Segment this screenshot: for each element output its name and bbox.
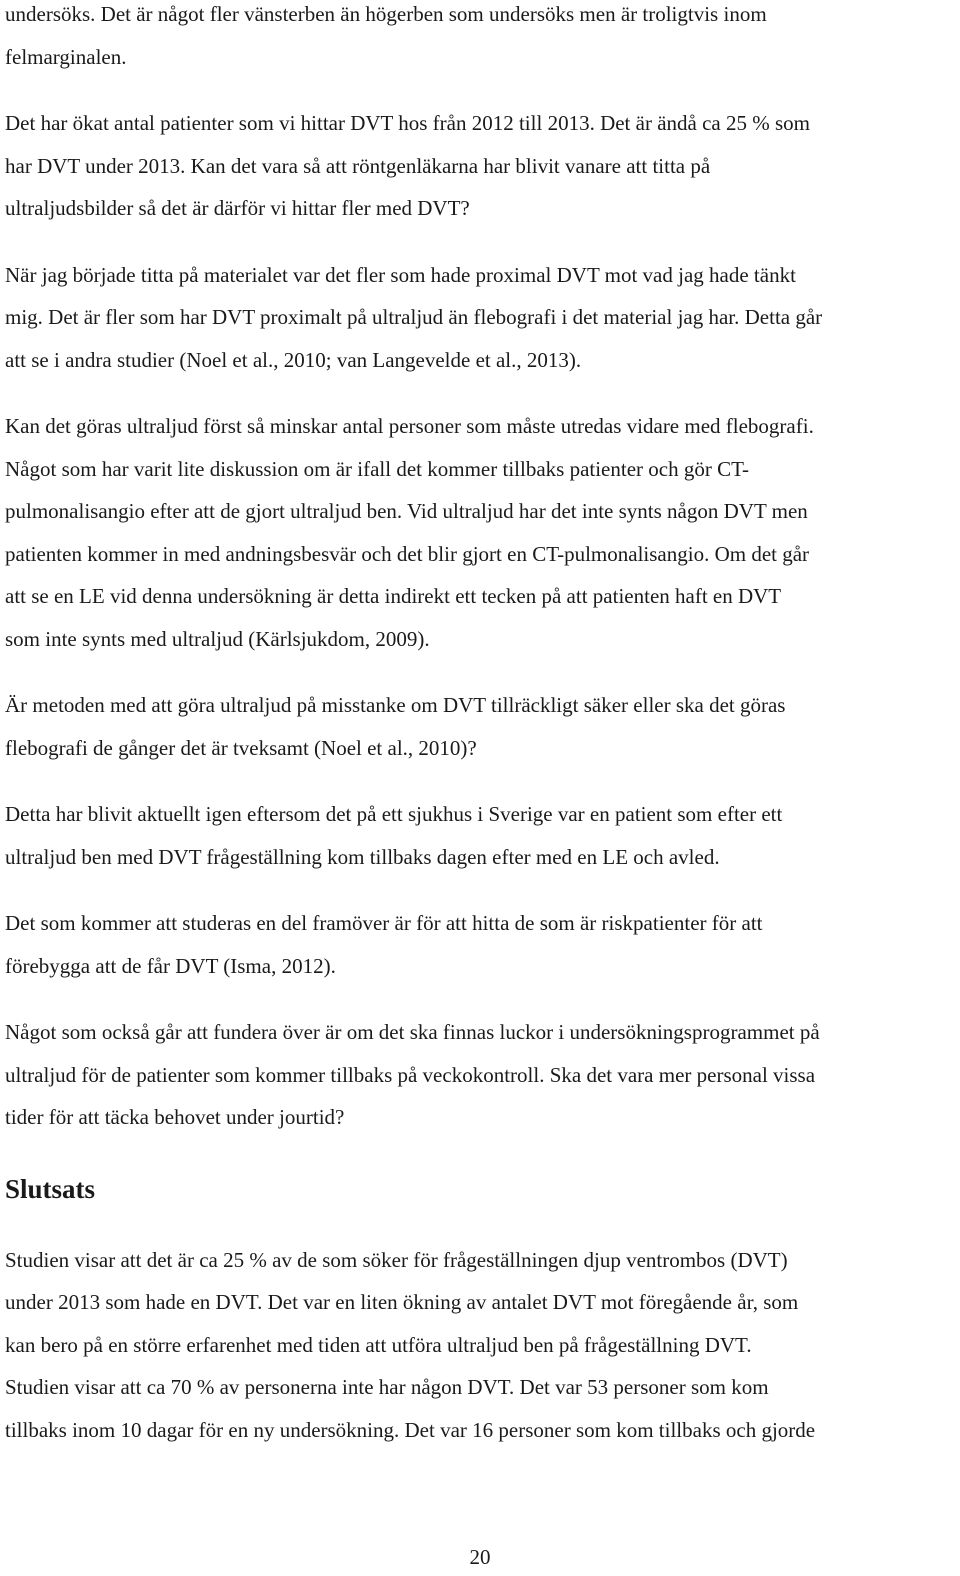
paragraph-future-study: Det som kommer att studeras en del framöver är för att hitta de som är riskpatienter för att förebygga att de får DVT (Isma, 2012). [5, 911, 763, 978]
paragraph-dvt-increase: Det har ökat antal patienter som vi hittar DVT hos från 2012 till 2013. Det är ändå ca 25 % som har DVT under 2013. Kan det vara så att röntgenläkarna har blivit vanare att titta på ultraljudsbilder så det är därför vi hittar fler med DVT? [5, 111, 810, 220]
section-gap [5, 1139, 957, 1169]
paragraph-continued: undersöks. Det är något fler vänsterben än högerben som undersöks men är troligtvis inom felmarginalen. [5, 2, 767, 69]
paragraph-proximal-dvt: När jag började titta på materialet var det fler som hade proximal DVT mot vad jag hade tänkt mig. Det är fler som har DVT proximalt på ultraljud än flebografi i det material jag har. Detta går att se i andra studier (Noel et al., 2010; van Langevelde et al., 2013). [5, 262, 823, 372]
paragraph-gap [5, 230, 957, 254]
paragraph-conclusion: Studien visar att det är ca 25 % av de som söker för frågeställningen djup ventrombos (DVT) under 2013 som hade en DVT. Det var en liten ökning av antalet DVT mot föregående år, som kan bero på en större erfarenhet med tiden att utföra ultraljud ben på frågeställning DVT. Studien visar att ca 70 % av personerna inte har någon DVT. Det var 53 personer som kom tillbaks inom 10 dagar för en ny undersökning. Det var 16 personer som kom tillbaks och gjorde [5, 1247, 816, 1442]
document-page [5, 0, 957, 1451]
paragraph-method-question: Är metoden med att göra ultraljud på misstanke om DVT tillräckligt säker eller ska det göras flebografi de gånger det är tveksamt (Noel et al., 2010)? [5, 693, 786, 760]
paragraph-gap [5, 660, 957, 684]
paragraph-ultrasound-first: Kan det göras ultraljud först så minskar antal personer som måste utredas vidare med flebografi. Något som har varit lite diskussion om är ifall det kommer tillbaks patienter och gör CT- pulmonalisangio efter att de gjort ultraljud ben. Vid ultraljud har det inte synts någon DVT men patienten kommer in med andningsbesvär och det blir gjort en CT-pulmonalisangio. Om det går att se en LE vid denna undersökning är detta indirekt ett tecken på att patienten haft en DVT som inte synts med ultraljud (Kärlsjukdom, 2009). [5, 414, 814, 651]
paragraph-schedule-gaps: Något som också går att fundera över är om det ska finnas luckor i undersökningsprogrammet på ultraljud för de patienter som kommer tillbaks på veckokontroll. Ska det vara mer personal vissa tider för att täcka behovet under jourtid? [5, 1020, 820, 1129]
paragraph-gap [5, 381, 957, 405]
paragraph-gap [5, 987, 957, 1011]
paragraph-gap [5, 878, 957, 902]
section-heading: Slutsats [5, 1173, 96, 1204]
paragraph-hospital-case: Detta har blivit aktuellt igen eftersom det på ett sjukhus i Sverige var en patient som efter ett ultraljud ben med DVT frågeställning kom tillbaks dagen efter med en LE och avled. [5, 802, 783, 869]
paragraph-gap [5, 78, 957, 102]
paragraph-gap [5, 769, 957, 793]
section-gap [5, 1209, 957, 1239]
page-number: 20 [469, 1545, 491, 1569]
